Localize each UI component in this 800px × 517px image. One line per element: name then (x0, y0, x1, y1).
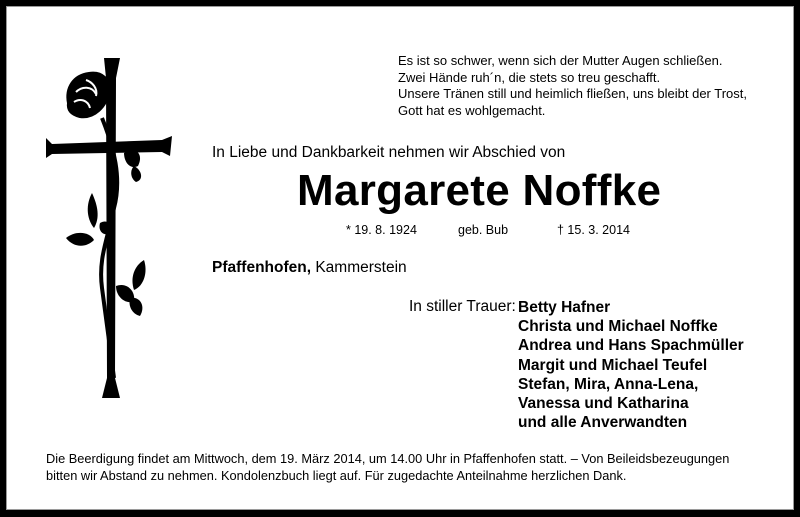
mourner-entry: Andrea und Hans Spachmüller (518, 337, 744, 355)
footer-line: bitten wir Abstand zu nehmen. Kondolenzbuch liegt auf. Für zugedachte Anteilnahme herzlichen Dank. (46, 467, 627, 483)
mourner-entry: Stefan, Mira, Anna-Lena, (518, 375, 699, 393)
mourner-entry: Betty Hafner (518, 299, 611, 316)
maiden-name: geb. Bub (458, 223, 509, 237)
mourner-entry: Christa und Michael Noffke (518, 318, 718, 336)
poem-line: Zwei Hände ruh´n, die stets so treu geschafft. (398, 69, 661, 85)
footer-line: Die Beerdigung findet am Mittwoch, dem 19. März 2014, um 14.00 Uhr in Pfaffenhofen statt. – Von Beileidsbezeugungen (46, 451, 730, 466)
cross-with-rose-icon (44, 58, 174, 398)
mourner-entry: und alle Anverwandten (518, 414, 688, 432)
poem-line: Gott hat es wohlgemacht. (398, 102, 546, 118)
poem-line: Unsere Tränen still und heimlich fließen, uns bleibt der Trost, (398, 86, 748, 101)
mourner-entry: Margit und Michael Teufel (518, 356, 708, 374)
mourners-list (518, 298, 744, 432)
place-secondary: Kammerstein (311, 259, 407, 276)
death-date: † 15. 3. 2014 (557, 223, 630, 237)
poem-line: Es ist so schwer, wenn sich der Mutter Augen schließen. (398, 53, 723, 68)
birth-date: * 19. 8. 1924 (346, 223, 417, 237)
place-primary: Pfaffenhofen, (212, 259, 312, 276)
mourner-entry: Vanessa und Katharina (518, 395, 689, 413)
place (212, 259, 407, 277)
intro-text: In Liebe und Dankbarkeit nehmen wir Abschied von (212, 144, 566, 161)
funeral-details (46, 451, 729, 484)
obituary-notice (6, 6, 794, 510)
poem (398, 53, 747, 119)
deceased-name: Margarete Noffke (297, 166, 662, 215)
mourners-label: In stiller Trauer: (409, 298, 516, 315)
